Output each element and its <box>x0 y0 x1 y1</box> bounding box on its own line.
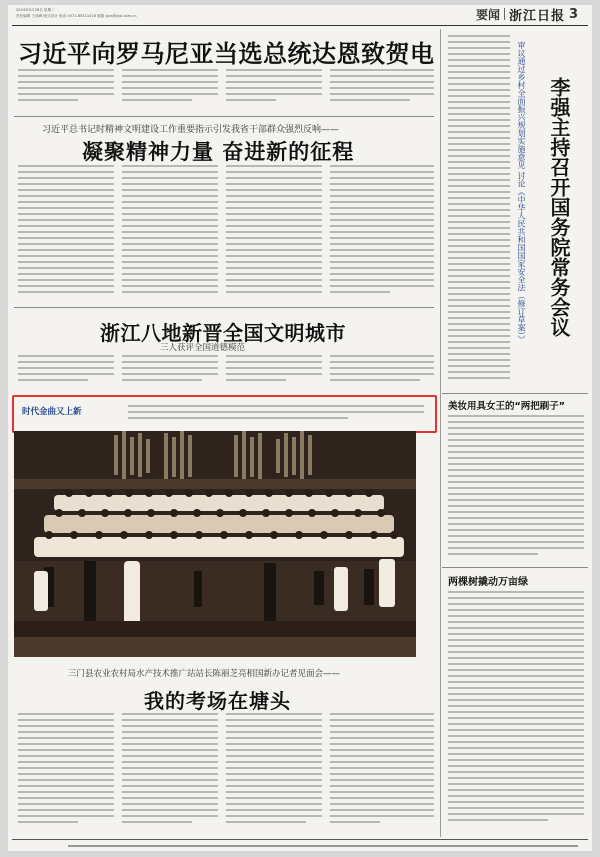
band-text <box>128 403 428 423</box>
headline-bottom: 我的考场在塘头 <box>144 689 291 713</box>
subhead-third: 三人获评全国道德模范 <box>160 343 246 353</box>
column-divider <box>440 29 441 837</box>
headline-right-mid: 美妆用具女王的“两把刷子” <box>448 401 565 412</box>
section-label: 要闻 <box>476 7 501 22</box>
headline-top: 习近平向罗马尼亚当选总统达恩致贺电 <box>18 40 435 68</box>
masthead-rule <box>12 25 588 26</box>
rule-2 <box>14 307 434 308</box>
choir-illustration <box>14 431 416 657</box>
page-number: 3 <box>569 6 579 22</box>
headline-right-lower: 两棵树撬动万亩绿 <box>448 577 528 588</box>
rule-1 <box>14 116 434 117</box>
right-top-text-b <box>448 125 580 387</box>
kicker-bottom: 三门县农业农村局水产技术推广站站长陈丽芝亮相国新办记者见面会—— <box>68 669 341 679</box>
third-article-text <box>18 355 436 391</box>
masthead-divider <box>504 8 505 20</box>
right-rule-2 <box>442 567 588 568</box>
second-article-text <box>18 165 436 305</box>
kicker-second: 习近平总书记时精神文明建设工作重要指示引发我省干部群众强烈反响—— <box>42 125 340 135</box>
right-rule-1 <box>442 393 588 394</box>
headline-second: 凝聚精神力量 奋进新的征程 <box>82 140 355 164</box>
footer-rule <box>12 839 588 840</box>
footer-line <box>68 843 588 849</box>
bottom-article-text <box>18 713 436 835</box>
subhead-right-vertical: 审议通过乡村全面振兴规划实施意见 讨论《中华人民共和国国家安全法（修订草案）》 <box>517 41 526 344</box>
band-tag: 时代金曲又上新 <box>22 407 82 417</box>
right-mid-text <box>448 415 584 563</box>
date-line: 2024年5月28日 星期二 <box>16 8 55 12</box>
masthead-right <box>476 5 586 23</box>
concert-photo <box>14 431 416 657</box>
paper-name: 浙江日报 <box>509 8 566 24</box>
top-article-text <box>18 67 436 115</box>
headline-third: 浙江八地新晋全国文明城市 <box>100 321 346 345</box>
right-lower-text <box>448 591 584 835</box>
headline-right-vertical: 李强主持召开国务院常务会议 <box>547 77 571 337</box>
newspaper-page <box>8 5 592 851</box>
editor-info-line: 责任编辑 王逸峰 版式设计 电话 0571-85311018 邮箱 ipcs@zjol.com.cn <box>16 14 137 18</box>
